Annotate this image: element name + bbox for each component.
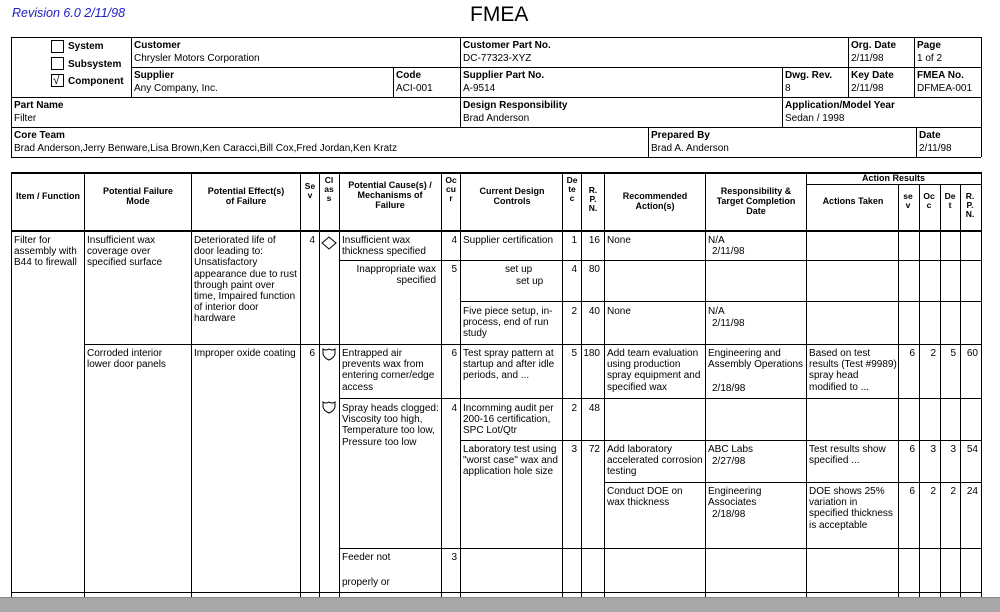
table-line [339,548,981,549]
key-date-label: Key Date [851,70,894,81]
col-detec-header: Detec [566,175,578,203]
cell-cause-4: Entrapped air prevents wax from entering corner/edge access [342,348,435,393]
system-label: System [68,41,104,52]
cell-resp-4b: 2/18/98 [712,383,746,394]
table-header-bottom [11,230,981,232]
cell-action-6: Test results show specified ... [809,444,886,467]
cell-occ-8: 3 [451,552,457,563]
table-line [11,172,12,597]
cell-rec-4: Add team evaluation using production spray equipment and specified wax [607,348,701,393]
table-line [898,184,899,597]
subsystem-label: Subsystem [68,59,122,70]
cell-r-occ-6: 3 [930,444,936,455]
col-r-occ-header: Occ [923,191,935,210]
table-line [339,398,981,399]
cell-controls-4: Test spray pattern at startup and after idle periods, and ... [463,348,555,382]
table-line [940,184,941,597]
cell-r-occ-4: 2 [930,348,936,359]
table-line [960,184,961,597]
col-controls-header: Current Design Controls [479,186,545,206]
cell-resp-1a: N/A [708,235,725,246]
prepared-by-value: Brad A. Anderson [651,143,729,154]
col-r-det-header: Det [944,191,956,210]
cell-effect-1: Deteriorated life of door leading to: Unsatisfactory appearance due to rust through paint over time, Impaired function of interior door hardware [194,235,297,325]
table-line [11,592,981,593]
header-line [914,37,915,97]
key-date-value: 2/11/98 [851,83,884,94]
col-item-header: Item / Function [16,191,80,201]
action-results-divider [806,184,981,185]
table-line [84,344,981,345]
cell-cause-8a: Feeder not [342,552,391,563]
cell-r-det-7: 2 [950,486,956,497]
cell-rpn-3: 40 [588,306,600,317]
customer-part-label: Customer Part No. [463,40,551,51]
part-name-value: Filter [14,113,37,124]
cell-controls-6: Laboratory test using "worst case" wax and application hole size [463,444,558,478]
supplier-label: Supplier [134,70,175,81]
col-cause-header: Potential Cause(s) / Mechanisms of Failure [348,180,432,210]
cell-resp-3a: N/A [708,306,725,317]
cell-det-4: 5 [571,348,577,359]
cell-item: Filter for assembly with B44 to firewall [14,235,77,269]
app-model-label: Application/Model Year [785,100,895,111]
cell-r-rpn-6: 54 [966,444,978,455]
cell-controls-2a: set up [505,264,533,275]
cell-r-sev-6: 6 [909,444,915,455]
header-line [131,37,132,97]
table-line [460,440,981,441]
col-mode-header: Potential Failure Mode [102,186,173,206]
table-line [919,184,920,597]
cell-rpn-2: 80 [588,264,600,275]
design-resp-value: Brad Anderson [463,113,530,124]
cell-rec-7: Conduct DOE on wax thickness [607,486,683,509]
cell-rec-3: None [607,306,631,317]
check-mark-icon: √ [53,73,60,87]
cell-rpn-6: 72 [588,444,600,455]
cell-det-2: 4 [571,264,577,275]
col-class-header: Class [324,175,334,203]
dwg-rev-label: Dwg. Rev. [785,70,833,81]
cell-mode-2: Corroded interior lower door panels [87,348,166,371]
col-sev-header: Sev [304,181,316,200]
shield-icon [321,400,337,414]
cell-rpn-4: 180 [583,348,600,359]
cell-resp-4a: Engineering and Assembly Operations [708,348,804,371]
cell-rec-1: None [607,235,631,246]
cell-controls-2b: set up [516,276,544,287]
cell-resp-7b: 2/18/98 [712,509,746,520]
header-line [11,97,981,98]
cell-resp-1b: 2/11/98 [712,246,745,257]
table-line [604,482,981,483]
cell-resp-3b: 2/11/98 [712,318,745,329]
page-title: FMEA [470,3,529,26]
code-label: Code [396,70,421,81]
subsystem-checkbox[interactable] [51,57,64,70]
supplier-value: Any Company, Inc. [134,83,218,94]
table-line [339,172,340,597]
prepared-by-label: Prepared By [651,130,710,141]
page-value: 1 of 2 [917,53,943,64]
cell-controls-5: Incomming audit per 200-16 certification, SPC Lot/Qtr [463,403,554,437]
table-line [191,172,192,597]
horizontal-scrollbar[interactable] [0,597,1000,612]
table-line [84,172,85,597]
date-value: 2/11/98 [919,143,952,154]
cell-resp-7a: Engineering Associates [708,486,762,509]
cell-action-7: DOE shows 25% variation in specified thickness is acceptable [809,486,893,531]
cell-sev-2: 6 [309,348,315,359]
table-line [705,172,706,597]
core-team-label: Core Team [14,130,65,141]
col-occur-header: Occur [445,175,457,203]
supplier-part-label: Supplier Part No. [463,70,545,81]
cell-r-occ-7: 2 [930,486,936,497]
header-line [848,37,849,97]
header-line [648,127,649,157]
cell-cause-2: Inappropriate wax specified [356,264,436,287]
table-line [339,260,461,261]
table-line [981,172,982,597]
cell-det-1: 1 [571,235,577,246]
cell-rpn-1: 16 [588,235,600,246]
cell-r-sev-4: 6 [909,348,915,359]
fmea-no-label: FMEA No. [917,70,964,81]
cell-r-det-4: 5 [950,348,956,359]
part-name-label: Part Name [14,100,64,111]
code-value: ACI-001 [396,83,433,94]
col-effect-header: Potential Effect(s) of Failure [207,186,285,206]
col-responsibility-header: Responsibility & Target Completion Date [716,186,796,216]
supplier-part-value: A-9514 [463,83,496,94]
cell-rpn-5: 48 [588,403,600,414]
cell-r-det-6: 3 [950,444,956,455]
component-label: Component [68,76,124,87]
cell-occ-1: 4 [451,235,457,246]
col-recommended-header: Recommended Action(s) [622,191,688,211]
cell-r-sev-7: 6 [909,486,915,497]
component-checkbox[interactable] [51,74,64,87]
table-line [460,172,461,597]
customer-part-value: DC-77323-XYZ [463,53,532,64]
header-line [981,37,982,157]
header-line [782,67,783,127]
col-action-results-header: Action Results [861,173,925,183]
header-line [11,127,981,128]
page-label: Page [917,40,941,51]
cell-cause-5: Spray heads clogged: Viscosity too high, Temperature too low, Pressure too low [342,403,439,448]
table-line [460,301,981,302]
shield-icon [321,347,337,361]
header-border-bottom [11,157,981,158]
cell-controls-3: Five piece setup, in-process, end of run study [463,306,553,340]
cell-det-6: 3 [571,444,577,455]
cell-resp-6a: ABC Labs [708,444,754,455]
cell-r-rpn-7: 24 [966,486,978,497]
cell-controls-1: Supplier certification [463,235,554,246]
app-model-value: Sedan / 1998 [785,113,845,124]
cell-effect-2: Improper oxide coating [194,348,296,359]
system-checkbox[interactable] [51,40,64,53]
col-r-sev-header: sev [903,191,913,210]
table-line [441,172,442,597]
header-line [916,127,917,157]
dwg-rev-value: 8 [785,83,791,94]
table-line [319,172,320,597]
cell-occ-2: 5 [451,264,457,275]
cell-occ-5: 4 [451,403,457,414]
org-date-value: 2/11/98 [851,53,884,64]
cell-rec-6: Add laboratory accelerated corrosion testing [607,444,703,478]
revision-label: Revision 6.0 2/11/98 [12,6,126,20]
org-date-label: Org. Date [851,40,897,51]
cell-resp-6b: 2/27/98 [712,456,746,467]
design-resp-label: Design Responsibility [463,100,568,111]
cell-r-rpn-4: 60 [966,348,978,359]
header-line [131,67,981,68]
cell-det-5: 2 [571,403,577,414]
cell-cause-8b: properly or [342,577,390,588]
diamond-icon [321,236,337,250]
customer-label: Customer [134,40,181,51]
cell-mode-1: Insufficient wax coverage over specified surface [87,235,163,269]
customer-value: Chrysler Motors Corporation [134,53,260,64]
col-r-rpn-header: R.P.N. [965,191,975,219]
cell-action-4: Based on test results (Test #9989) spray head modified to ... [809,348,897,393]
cell-det-3: 2 [571,306,577,317]
header-line [11,37,12,157]
header-line [393,67,394,97]
fmea-no-value: DFMEA-001 [917,83,973,94]
cell-occ-4: 6 [451,348,457,359]
header-line [460,37,461,127]
date-label: Date [919,130,941,141]
col-actions-taken-header: Actions Taken [822,196,884,206]
core-team-value: Brad Anderson,Jerry Benware,Lisa Brown,Ken Caracci,Bill Cox,Fred Jordan,Ken Kratz [14,143,397,154]
table-line [460,260,981,261]
cell-cause-1: Insufficient wax thickness specified [342,235,426,258]
cell-sev-1: 4 [309,235,315,246]
table-line [604,172,605,597]
col-rpn-header: R.P.N. [588,185,598,213]
header-border-top [11,37,981,38]
table-line [806,172,807,597]
